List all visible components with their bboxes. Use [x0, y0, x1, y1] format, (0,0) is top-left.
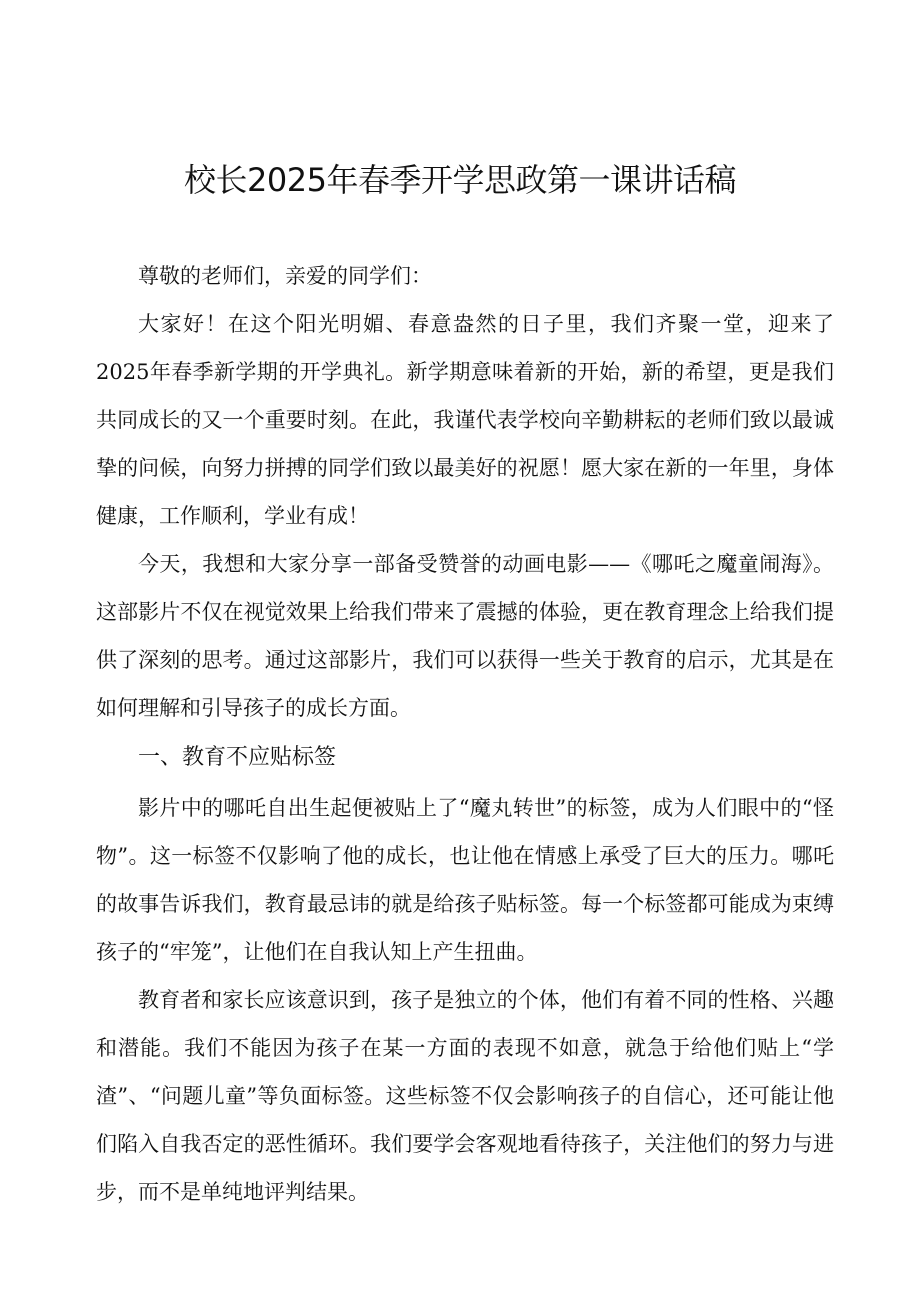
document-title: 校长2025年春季开学思政第一课讲话稿 — [184, 161, 736, 199]
paragraph-label-advice: 教育者和家长应该意识到，孩子是独立的个体，他们有着不同的性格、兴趣和潜能。我们不能因为孩子在某一方面的表现不如意，就急于给他们贴上“学渣”、“问题儿童”等负面标签。这些标签不仅会影响孩子的自信心，还可能让他们陷入自我否定的恶性循环。我们要学会客观地看待孩子，关注他们的努力与进步，而不是单纯地评判结果。 — [96, 988, 834, 1204]
salutation: 尊敬的老师们，亲爱的同学们： — [138, 264, 432, 288]
paragraph-greeting: 大家好！在这个阳光明媚、春意盎然的日子里，我们齐聚一堂，迎来了2025年春季新学期的开学典礼。新学期意味着新的开始，新的希望，更是我们共同成长的又一个重要时刻。在此，我谨代表学校向辛勤耕耘的老师们致以最诚挚的问候，向努力拼搏的同学们致以最美好的祝愿！愿大家在新的一年里，身体健康，工作顺利，学业有成！ — [96, 312, 834, 528]
section-heading: 一、教育不应贴标签 — [138, 745, 337, 770]
paragraph-film-intro: 今天，我想和大家分享一部备受赞誉的动画电影——《哪吒之魔童闹海》。这部影片不仅在视觉效果上给我们带来了震撼的体验，更在教育理念上给我们提供了深刻的思考。通过这部影片，我们可以获得一些关于教育的启示，尤其是在如何理解和引导孩子的成长方面。 — [96, 552, 834, 720]
paragraph-label-story: 影片中的哪吒自出生起便被贴上了“魔丸转世”的标签，成为人们眼中的“怪物”。这一标签不仅影响了他的成长，也让他在情感上承受了巨大的压力。哪吒的故事告诉我们，教育最忌讳的就是给孩子贴标签。每一个标签都可能成为束缚孩子的“牢笼”，让他们在自我认知上产生扭曲。 — [96, 796, 834, 964]
document-body — [96, 252, 834, 1216]
